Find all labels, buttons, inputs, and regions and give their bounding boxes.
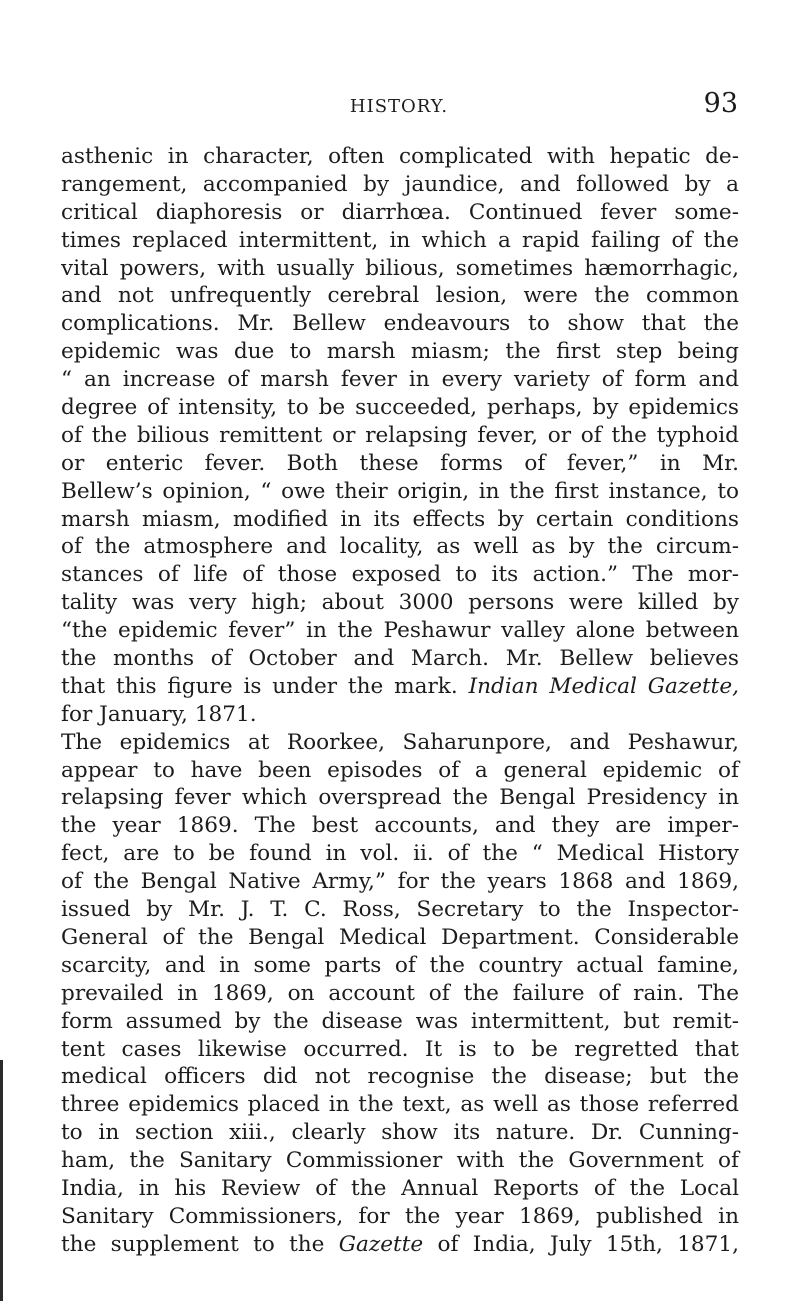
text-line: asthenic in character, often complicated with hepatic de-	[61, 144, 739, 169]
body-text	[61, 143, 739, 1259]
text-line: stances of life of those exposed to its action.” The mor-	[61, 562, 739, 588]
text-line: to in section xiii., clearly show its nature. Dr. Cunning-	[61, 1120, 739, 1146]
text-line: relapsing fever which overspread the Bengal Presidency in	[61, 785, 739, 811]
text-line: tent cases likewise occurred. It is to be regretted that	[61, 1036, 739, 1062]
text-line: vital powers, with usually bilious, sometimes hæmorrhagic,	[61, 255, 739, 281]
text-line: of the bilious remittent or relapsing fever, or of the typhoid	[61, 422, 739, 448]
text-line: three epidemics placed in the text, as well as those referred	[61, 1092, 739, 1118]
text-line: complications. Mr. Bellew endeavours to show that the	[61, 311, 739, 337]
text-line: General of the Bengal Medical Department. Considerable	[61, 924, 739, 950]
text-line: the months of October and March. Mr. Bellew believes	[61, 646, 739, 672]
text-segment: that this figure is under the mark.	[61, 673, 458, 699]
text-line-with-citation	[61, 673, 739, 701]
text-line: issued by Mr. J. T. C. Ross, Secretary to the Inspector-	[61, 897, 739, 923]
text-line: The epidemics at Roorkee, Saharunpore, and Peshawur,	[61, 729, 739, 755]
text-line: ham, the Sanitary Commissioner with the Government of	[61, 1148, 739, 1174]
text-line: “the epidemic fever” in the Peshawur valley alone between	[61, 618, 739, 644]
text-line-with-citation	[61, 1231, 739, 1259]
text-line: fect, are to be found in vol. ii. of the “ Medical History	[61, 841, 739, 867]
text-line: form assumed by the disease was intermittent, but remit-	[61, 1008, 739, 1034]
gazette-citation: Gazette	[338, 1231, 424, 1257]
text-line: India, in his Review of the Annual Reports of the Local	[61, 1175, 739, 1201]
binding-edge-rule	[0, 1060, 3, 1301]
text-line: of the atmosphere and locality, as well as by the circum-	[61, 534, 739, 560]
text-line: marsh miasm, modified in its effects by certain conditions	[61, 506, 739, 532]
text-line: rangement, accompanied by jaundice, and followed by a	[61, 171, 739, 197]
text-line: and not unfrequently cerebral lesion, were the common	[61, 283, 739, 309]
text-line: Bellew’s opinion, “ owe their origin, in the first instance, to	[61, 478, 739, 504]
text-line: for January, 1871.	[61, 701, 257, 727]
text-line: Sanitary Commissioners, for the year 1869, published in	[61, 1203, 739, 1229]
text-line: the year 1869. The best accounts, and they are imper-	[61, 813, 739, 839]
page-number: 93	[703, 88, 738, 119]
page-header	[60, 88, 738, 128]
running-head: HISTORY.	[349, 96, 449, 117]
text-line: tality was very high; about 3000 persons were killed by	[61, 590, 739, 616]
text-line: of the Bengal Native Army,” for the years 1868 and 1869,	[61, 869, 739, 895]
text-line: or enteric fever. Both these forms of fever,” in Mr.	[61, 450, 739, 476]
text-segment: of India, July 15th, 1871,	[437, 1231, 739, 1257]
text-line: scarcity, and in some parts of the country actual famine,	[61, 952, 739, 978]
text-segment: the supplement to the	[61, 1231, 325, 1257]
text-line: degree of intensity, to be succeeded, perhaps, by epidemics	[61, 395, 739, 421]
text-line: critical diaphoresis or diarrhœa. Continued fever some-	[61, 199, 739, 225]
text-line: appear to have been episodes of a general epidemic of	[61, 757, 739, 783]
text-line: epidemic was due to marsh miasm; the first step being	[61, 339, 739, 365]
text-line: prevailed in 1869, on account of the failure of rain. The	[61, 980, 739, 1006]
journal-citation: Indian Medical Gazette,	[468, 673, 740, 699]
text-line: “ an increase of marsh fever in every variety of form and	[61, 367, 739, 393]
text-line: medical officers did not recognise the disease; but the	[61, 1064, 739, 1090]
text-line: times replaced intermittent, in which a rapid failing of the	[61, 227, 739, 253]
